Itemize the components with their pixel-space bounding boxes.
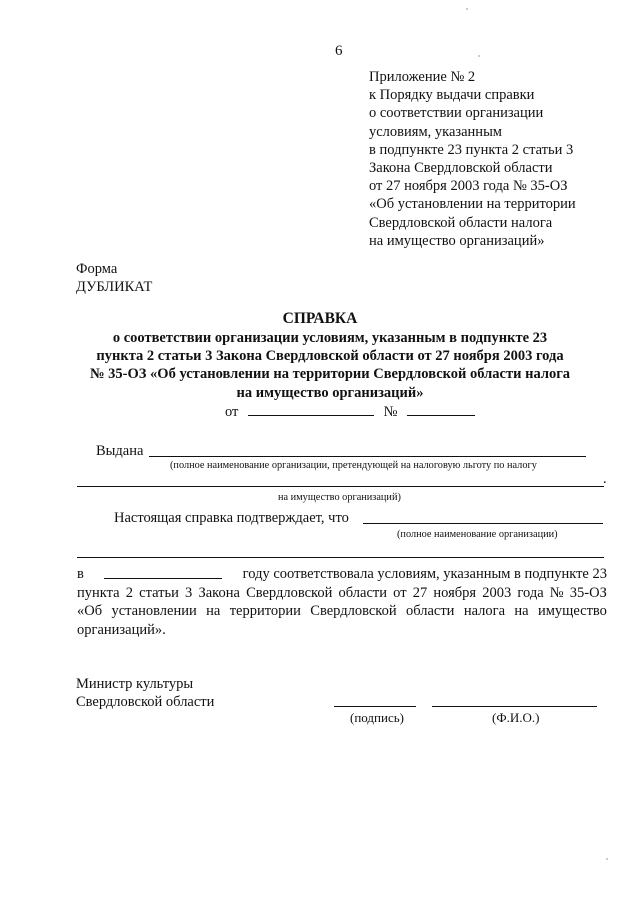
position-line: Свердловской области (76, 694, 215, 711)
body-paragraph (77, 565, 607, 639)
paragraph-line (77, 565, 607, 584)
scan-speck (466, 8, 468, 10)
form-label-block (76, 260, 152, 296)
subtitle-line: на имущество организаций» (236, 384, 424, 401)
scan-speck (606, 858, 608, 860)
annex-line: о соответствии организации (369, 105, 544, 122)
paragraph-word: 2 (125, 584, 133, 601)
paragraph-word: пункта (77, 584, 120, 601)
name-hint: (Ф.И.О.) (492, 710, 540, 725)
issued-hint: (полное наименование организации, претендующей на налоговую льготу по налогу (170, 460, 537, 471)
document-subtitle (60, 329, 600, 402)
annex-line: от 27 ноября 2003 года № 35-ОЗ (369, 178, 568, 195)
year-prefix: в (77, 566, 84, 582)
paragraph-word: на (514, 603, 529, 619)
subtitle-line: пункта 2 статьи 3 Закона Свердловской области от 27 ноября 2003 года (96, 348, 564, 365)
signatory-position (76, 675, 214, 711)
page-number: 6 (335, 43, 343, 59)
paragraph-word: области (338, 584, 388, 601)
name-field[interactable] (432, 706, 597, 707)
number-label: № (383, 404, 398, 420)
number-field[interactable] (407, 402, 475, 416)
subtitle-line: о соответствии организации условиям, указанным в подпункте 23 (112, 330, 548, 346)
paragraph-word: статьи (139, 584, 179, 601)
paragraph-word: Свердловской (246, 584, 333, 601)
issued-hint-continued: на имущество организаций) (278, 492, 401, 503)
paragraph-word: 3 (185, 584, 193, 601)
organization-field-continued[interactable] (77, 557, 604, 558)
form-label: Форма (76, 261, 118, 277)
organization-hint: (полное наименование организации) (397, 529, 558, 540)
paragraph-line (77, 602, 607, 621)
paragraph-word: Закона (198, 584, 240, 601)
issued-line-end: . (603, 471, 607, 487)
duplicate-label: ДУБЛИКАТ (76, 279, 153, 295)
paragraph-word: области (405, 603, 455, 619)
paragraph-word: территории (229, 603, 301, 619)
paragraph-word: Свердловской (310, 603, 397, 619)
annex-line: условиям, указанным (369, 123, 502, 140)
organization-field[interactable] (363, 523, 603, 524)
paragraph-text: году соответствовала условиям, указанным в подпункте 23 (242, 566, 607, 582)
annex-line: к Порядку выдачи справки (369, 87, 535, 104)
annex-line: в подпункте 23 пункта 2 статьи 3 (369, 141, 574, 158)
signature-hint: (подпись) (350, 710, 404, 725)
subtitle-line: № 35-ОЗ «Об установлении на территории Свердловской области налога (89, 366, 571, 383)
paragraph-word: от (393, 584, 407, 601)
position-line: Министр культуры (76, 676, 194, 692)
paragraph-word: имущество (537, 603, 607, 619)
document-title: СПРАВКА (282, 310, 358, 327)
paragraph-word: 27 (412, 584, 428, 601)
paragraph-word: 35-ОЗ (569, 584, 607, 601)
date-number-line (225, 402, 475, 421)
paragraph-word: на (206, 603, 221, 619)
annex-line: Свердловской области налога (369, 214, 553, 231)
paragraph-word: 2003 (482, 584, 512, 601)
paragraph-word: ноября (433, 584, 477, 601)
scan-speck (478, 55, 480, 57)
paragraph-line (77, 584, 607, 603)
paragraph-line: организаций». (77, 621, 166, 638)
from-label: от (225, 404, 239, 420)
paragraph-word: «Об (77, 603, 103, 619)
year-field[interactable] (104, 565, 222, 579)
paragraph-word: года (517, 584, 544, 601)
signature-field[interactable] (334, 706, 416, 707)
issued-label: Выдана (96, 443, 144, 459)
annex-line: на имущество организаций» (369, 232, 545, 249)
date-field[interactable] (248, 402, 374, 416)
annex-line: Приложение № 2 (369, 69, 476, 85)
confirm-text: Настоящая справка подтверждает, что (114, 510, 349, 526)
paragraph-word: установлении (111, 603, 197, 619)
annex-line: Закона Свердловской области (369, 160, 553, 177)
paragraph-word: налога (463, 603, 506, 619)
paragraph-word: № (549, 584, 564, 601)
annex-line: «Об установлении на территории (369, 196, 576, 213)
annex-block (369, 68, 576, 250)
issued-field-continued[interactable] (77, 486, 604, 487)
issued-field[interactable] (149, 456, 586, 457)
